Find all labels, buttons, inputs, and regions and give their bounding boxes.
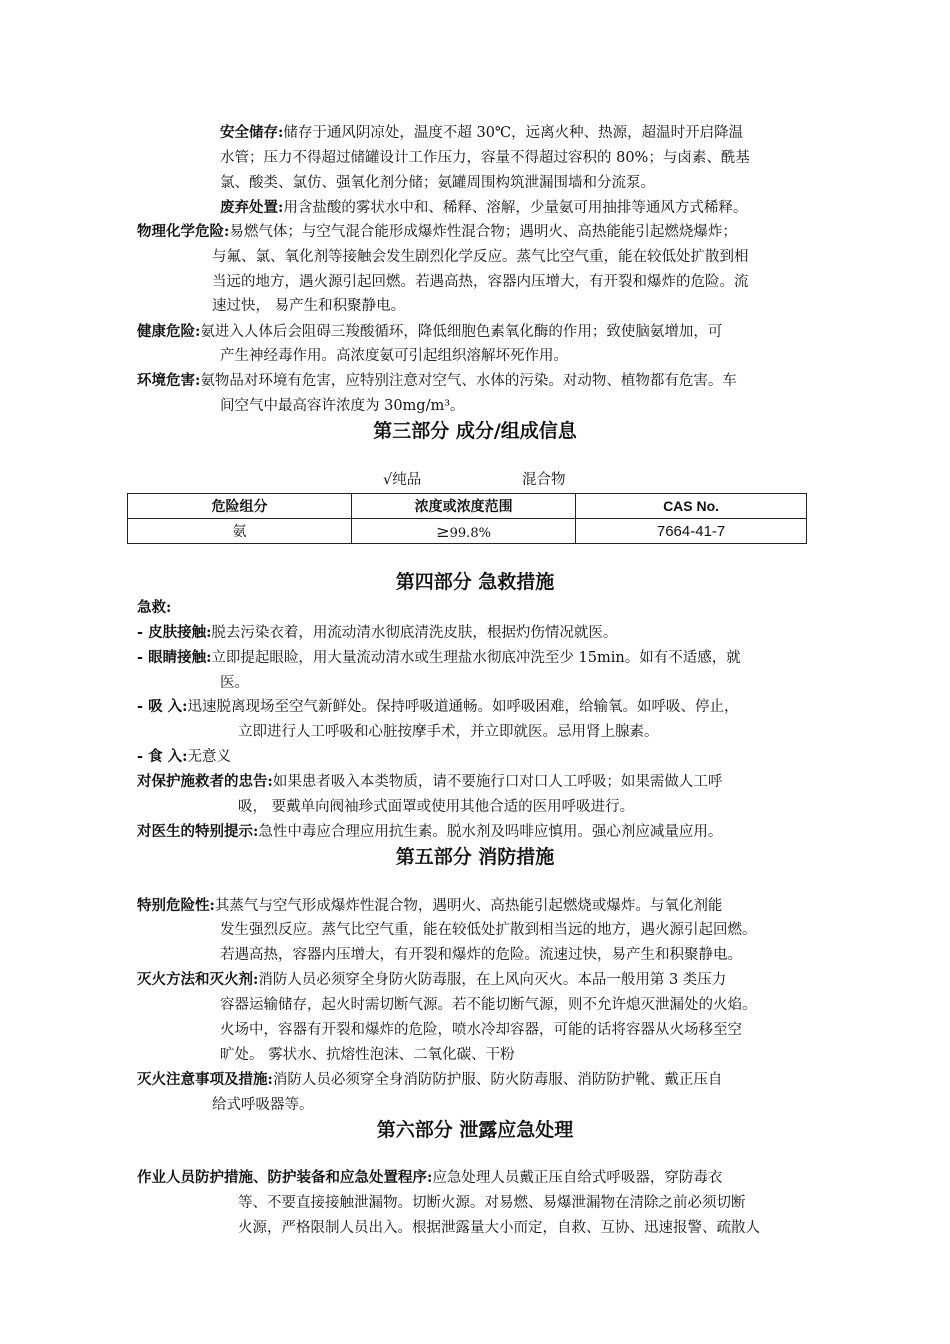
special-line-2: 发生强烈反应。蒸气比空气重，能在较低处扩散到相当远的地方，遇火源引起回燃。 xyxy=(220,922,757,938)
health-text-1: 氨进入人体后会阻碍三羧酸循环，降低细胞色素氧化酶的作用；致使脑氨增加，可 xyxy=(200,324,723,340)
personnel-line-2: 等、不要直接接触泄漏物。切断火源。对易燃、易爆泄漏物在清除之前必须切断 xyxy=(238,1195,746,1211)
environment-line-2: 间空气中最高容许浓度为 30mg/m³。 xyxy=(220,398,465,414)
personnel-label: 作业人员防护措施、防护装备和应急处置程序: xyxy=(137,1169,433,1186)
eye-label: - 眼睛接触: xyxy=(137,649,212,666)
health-line-2: 产生神经毒作用。高浓度氨可引起组织溶解坏死作用。 xyxy=(220,348,568,364)
doctor-text: 急性中毒应合理应用抗生素。脱水剂及吗啡应慎用。强心剂应减量应用。 xyxy=(258,824,723,840)
personnel-line-1 xyxy=(137,1168,722,1188)
storage-line-1 xyxy=(220,123,743,143)
eye-line-1 xyxy=(137,648,741,668)
doctor-label: 对医生的特别提示: xyxy=(137,823,259,840)
skin-line xyxy=(137,623,617,643)
section6-title: 第六部分 泄露应急处理 xyxy=(376,1119,574,1141)
health-line-1 xyxy=(137,322,722,342)
disposal-line xyxy=(220,198,747,218)
rescuer-line-2: 吸， 要戴单向阀袖珍式面罩或使用其他合适的医用呼吸进行。 xyxy=(238,799,635,815)
section5-title: 第五部分 消防措施 xyxy=(395,846,555,868)
method-line-2: 容器运输储存，起火时需切断气源。若不能切断气源，则不允许熄灭泄漏处的火焰。 xyxy=(220,997,757,1013)
section3-title: 第三部分 成分/组成信息 xyxy=(373,420,577,442)
section4-title: 第四部分 急救措施 xyxy=(395,571,555,593)
notes-line-1 xyxy=(137,1070,722,1090)
ingest-text: 无意义 xyxy=(187,749,231,765)
personnel-text-1: 应急处理人员戴正压自给式呼吸器，穿防毒衣 xyxy=(432,1170,723,1186)
method-line-1 xyxy=(137,970,726,990)
mixture-label: 混合物 xyxy=(522,472,566,488)
special-text-1: 其蒸气与空气形成爆炸性混合物，遇明火、高热能引起燃烧或爆炸。与氧化剂能 xyxy=(214,898,723,914)
disposal-label: 废弃处置: xyxy=(220,199,284,216)
table-row xyxy=(128,519,807,544)
pure-checkbox-label: √纯品 xyxy=(383,472,422,488)
special-line-1 xyxy=(137,896,722,916)
storage-label: 安全储存: xyxy=(220,124,284,141)
firstaid-label: 急救: xyxy=(137,599,172,616)
physchem-line-3: 当远的地方，遇火源引起回燃。若遇高热，容器内压增大，有开裂和爆炸的危险。流 xyxy=(212,274,749,290)
header-component: 危险组分 xyxy=(128,494,352,519)
environment-label: 环境危害: xyxy=(137,372,201,389)
rescuer-text-1: 如果患者吸入本类物质，请不要施行口对口人工呼吸；如果需做人工呼 xyxy=(272,774,723,790)
personnel-line-3: 火源，严格限制人员出入。根据泄露量大小而定，自救、互协、迅速报警、疏散人 xyxy=(238,1220,760,1236)
inhale-text-1: 迅速脱离现场至空气新鲜处。保持呼吸道通畅。如呼吸困难，给输氧。如呼吸、停止， xyxy=(187,699,739,715)
ingest-label: - 食 入: xyxy=(137,748,188,765)
method-text-1: 消防人员必须穿全身防火防毒服，在上风向灭火。本品一般用第 3 类压力 xyxy=(258,972,727,988)
inhale-line-2: 立即进行人工呼吸和心脏按摩手术，并立即就医。忌用肾上腺素。 xyxy=(238,724,659,740)
disposal-text: 用含盐酸的雾状水中和、稀释、溶解，少量氨可用抽排等通风方式稀释。 xyxy=(283,200,748,216)
skin-label: - 皮肤接触: xyxy=(137,624,212,641)
storage-line-2: 水管；压力不得超过储罐设计工作压力，容量不得超过容积的 80%；与卤素、酰基 xyxy=(220,150,750,166)
special-label: 特别危险性: xyxy=(137,897,215,914)
cell-cas: 7664-41-7 xyxy=(576,519,807,544)
method-label: 灭火方法和灭火剂: xyxy=(137,971,259,988)
eye-line-2: 医。 xyxy=(220,675,249,691)
ingest-line xyxy=(137,747,231,767)
doctor-line xyxy=(137,822,722,842)
rescuer-line-1 xyxy=(137,772,722,792)
physchem-line-2: 与氟、氯、氧化剂等接触会发生剧烈化学反应。蒸气比空气重，能在较低处扩散到相 xyxy=(212,249,749,265)
concentration-value: 99.8% xyxy=(449,525,491,541)
eye-text-1: 立即提起眼睑，用大量流动清水或生理盐水彻底冲洗至少 15min。如有不适感，就 xyxy=(211,650,741,666)
physchem-line-4: 速过快， 易产生和积聚静电。 xyxy=(212,298,406,314)
inhale-label: - 吸 入: xyxy=(137,698,188,715)
concentration-symbol: ≥ xyxy=(436,521,450,541)
notes-text-1: 消防人员必须穿全身消防防护服、防火防毒服、消防防护靴、戴正压自 xyxy=(272,1072,723,1088)
rescuer-label: 对保护施救者的忠告: xyxy=(137,773,273,790)
header-concentration: 浓度或浓度范围 xyxy=(352,494,576,519)
special-line-3: 若遇高热，容器内压增大，有开裂和爆炸的危险。流速过快，易产生和积聚静电。 xyxy=(220,947,742,963)
storage-line-3: 氯、酸类、氯仿、强氧化剂分储；氨罐周围构筑泄漏围墙和分流泵。 xyxy=(220,175,655,191)
method-line-4: 旷处。 雾状水、抗熔性泡沫、二氧化碳、干粉 xyxy=(220,1047,515,1063)
health-label: 健康危险: xyxy=(137,323,201,340)
physchem-line-1 xyxy=(137,222,737,242)
physchem-label: 物理化学危险: xyxy=(137,223,230,240)
notes-label: 灭火注意事项及措施: xyxy=(137,1071,273,1088)
header-cas: CAS No. xyxy=(576,494,807,519)
inhale-line-1 xyxy=(137,697,738,717)
environment-line-1 xyxy=(137,371,737,391)
environment-text-1: 氨物品对环境有危害，应特别注意对空气、水体的污染。对动物、植物都有危害。车 xyxy=(200,373,737,389)
table-header-row xyxy=(128,494,807,519)
notes-line-2: 给式呼吸器等。 xyxy=(212,1097,314,1113)
cell-concentration xyxy=(352,519,576,544)
storage-text-1: 储存于通风阴凉处，温度不超 30℃，远离火种、热源，超温时开启降温 xyxy=(283,125,744,141)
composition-table xyxy=(127,493,807,544)
method-line-3: 火场中，容器有开裂和爆炸的危险，喷水冷却容器，可能的话将容器从火场移至空 xyxy=(220,1022,742,1038)
skin-text: 脱去污染衣着，用流动清水彻底清洗皮肤，根据灼伤情况就医。 xyxy=(211,625,618,641)
cell-component: 氨 xyxy=(128,519,352,544)
physchem-text-1: 易燃气体；与空气混合能形成爆炸性混合物；遇明火、高热能能引起燃烧爆炸； xyxy=(229,224,737,240)
